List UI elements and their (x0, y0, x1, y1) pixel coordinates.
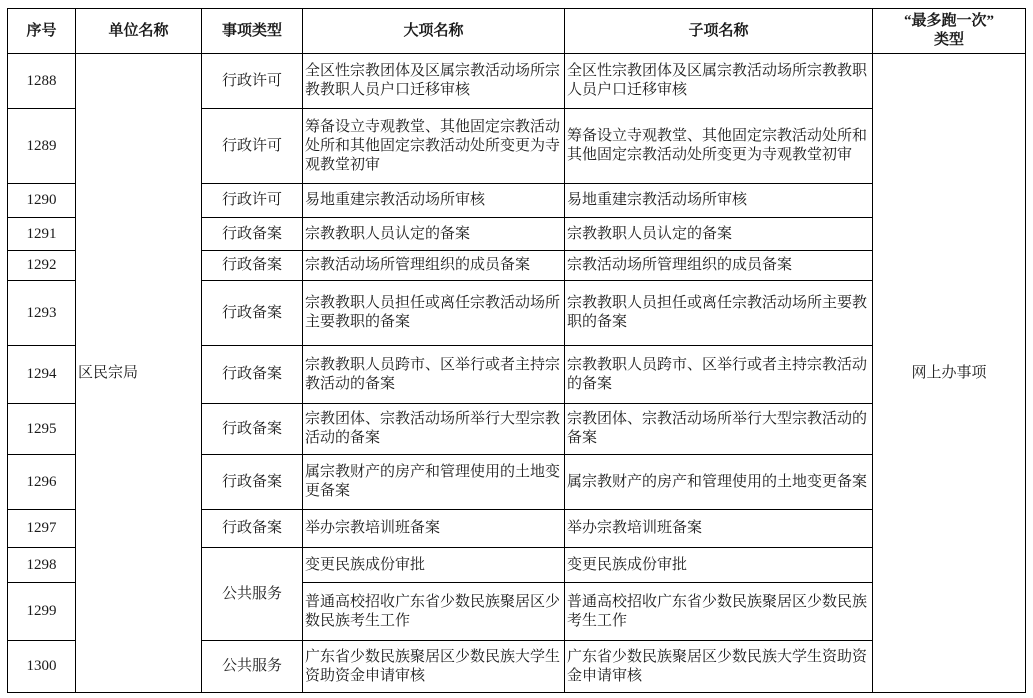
major-name-cell: 筹备设立寺观教堂、其他固定宗教活动处所和其他固定宗教活动处所变更为寺观教堂初审 (303, 109, 565, 184)
runonce-header-line2: 类型 (933, 32, 964, 48)
major-name-cell: 宗教教职人员担任或离任宗教活动场所主要教职的备案 (303, 281, 565, 346)
sub-name-cell: 属宗教财产的房产和管理使用的土地变更备案 (565, 455, 873, 510)
sub-name-cell: 宗教活动场所管理组织的成员备案 (565, 251, 873, 281)
serial-cell: 1290 (8, 184, 76, 218)
col-header-major-name: 大项名称 (303, 9, 565, 54)
major-name-cell: 广东省少数民族聚居区少数民族大学生资助资金申请审核 (303, 641, 565, 693)
service-items-table (7, 8, 1026, 693)
serial-cell: 1291 (8, 218, 76, 251)
item-type-cell: 行政许可 (202, 54, 303, 109)
runonce-type-cell: 网上办事项 (873, 54, 1026, 693)
major-name-cell: 宗教教职人员认定的备案 (303, 218, 565, 251)
major-name-cell: 全区性宗教团体及区属宗教活动场所宗教教职人员户口迁移审核 (303, 54, 565, 109)
sub-name-cell: 宗教团体、宗教活动场所举行大型宗教活动的备案 (565, 404, 873, 455)
item-type-cell: 行政备案 (202, 218, 303, 251)
item-type-cell: 行政许可 (202, 109, 303, 184)
item-type-cell: 行政备案 (202, 404, 303, 455)
unit-name-cell: 区民宗局 (76, 54, 202, 693)
sub-name-cell: 宗教教职人员跨市、区举行或者主持宗教活动的备案 (565, 346, 873, 404)
sub-name-cell: 易地重建宗教活动场所审核 (565, 184, 873, 218)
item-type-cell-merged: 公共服务 (202, 548, 303, 641)
sub-name-cell: 普通高校招收广东省少数民族聚居区少数民族考生工作 (565, 583, 873, 641)
item-type-cell: 行政备案 (202, 251, 303, 281)
serial-cell: 1292 (8, 251, 76, 281)
sub-name-cell: 宗教教职人员担任或离任宗教活动场所主要教职的备案 (565, 281, 873, 346)
item-type-cell: 行政备案 (202, 281, 303, 346)
sub-name-cell: 筹备设立寺观教堂、其他固定宗教活动处所和其他固定宗教活动处所变更为寺观教堂初审 (565, 109, 873, 184)
major-name-cell: 宗教团体、宗教活动场所举行大型宗教活动的备案 (303, 404, 565, 455)
col-header-sub-name: 子项名称 (565, 9, 873, 54)
header-row (8, 9, 1026, 54)
serial-cell: 1298 (8, 548, 76, 583)
serial-cell: 1297 (8, 510, 76, 548)
major-name-cell: 宗教活动场所管理组织的成员备案 (303, 251, 565, 281)
runonce-header-line1: “最多跑一次” (903, 13, 994, 29)
item-type-cell: 行政许可 (202, 184, 303, 218)
major-name-cell: 普通高校招收广东省少数民族聚居区少数民族考生工作 (303, 583, 565, 641)
item-type-cell: 公共服务 (202, 641, 303, 693)
sub-name-cell: 举办宗教培训班备案 (565, 510, 873, 548)
sub-name-cell: 宗教教职人员认定的备案 (565, 218, 873, 251)
serial-cell: 1288 (8, 54, 76, 109)
serial-cell: 1293 (8, 281, 76, 346)
serial-cell: 1299 (8, 583, 76, 641)
sub-name-cell: 全区性宗教团体及区属宗教活动场所宗教教职人员户口迁移审核 (565, 54, 873, 109)
col-header-serial: 序号 (8, 9, 76, 54)
major-name-cell: 举办宗教培训班备案 (303, 510, 565, 548)
table-row-1288 (8, 54, 1026, 109)
item-type-cell: 行政备案 (202, 455, 303, 510)
col-header-unit-name: 单位名称 (76, 9, 202, 54)
serial-cell: 1295 (8, 404, 76, 455)
col-header-item-type: 事项类型 (202, 9, 303, 54)
serial-cell: 1294 (8, 346, 76, 404)
sub-name-cell: 广东省少数民族聚居区少数民族大学生资助资金申请审核 (565, 641, 873, 693)
serial-cell: 1289 (8, 109, 76, 184)
major-name-cell: 易地重建宗教活动场所审核 (303, 184, 565, 218)
serial-cell: 1296 (8, 455, 76, 510)
major-name-cell: 属宗教财产的房产和管理使用的土地变更备案 (303, 455, 565, 510)
major-name-cell: 宗教教职人员跨市、区举行或者主持宗教活动的备案 (303, 346, 565, 404)
major-name-cell: 变更民族成份审批 (303, 548, 565, 583)
item-type-cell: 行政备案 (202, 346, 303, 404)
sub-name-cell: 变更民族成份审批 (565, 548, 873, 583)
item-type-cell: 行政备案 (202, 510, 303, 548)
col-header-runonce-type (873, 9, 1026, 54)
serial-cell: 1300 (8, 641, 76, 693)
